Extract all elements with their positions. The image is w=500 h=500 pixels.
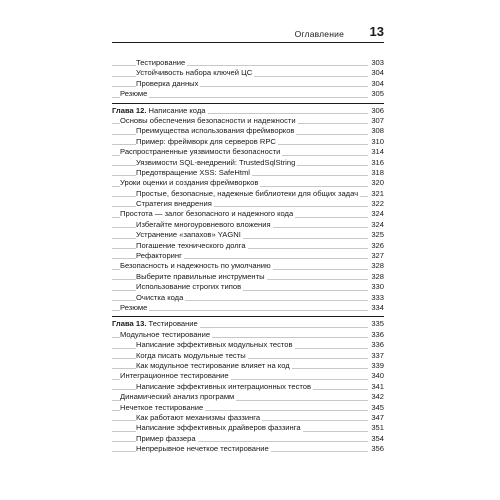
toc-entry[interactable] xyxy=(112,361,384,371)
toc-entry-page: 320 xyxy=(371,178,384,188)
toc-entry[interactable] xyxy=(112,126,384,136)
table-of-contents xyxy=(112,58,384,454)
toc-entry[interactable] xyxy=(112,413,384,423)
toc-entry-page: 326 xyxy=(371,240,384,250)
toc-entry-title: Пример: фреймворк для серверов RPC xyxy=(136,136,276,146)
toc-entry-page: 335 xyxy=(371,319,384,329)
toc-entry[interactable] xyxy=(112,230,384,240)
toc-entry-page: 318 xyxy=(371,167,384,177)
chapter-title: Тестирование xyxy=(146,319,198,329)
toc-entry[interactable] xyxy=(112,68,384,78)
dot-leader xyxy=(112,97,368,98)
toc-entry-title: Как работают механизмы фаззинга xyxy=(136,412,261,422)
toc-entry-page: 356 xyxy=(371,444,384,454)
toc-entry-title: Основы обеспечения безопасности и надежности xyxy=(120,115,296,125)
toc-entry[interactable] xyxy=(112,178,384,188)
toc-entry-page: 339 xyxy=(371,360,384,370)
toc-entry-page: 324 xyxy=(371,209,384,219)
toc-entry[interactable] xyxy=(112,434,384,444)
toc-entry-title: Использование строгих типов xyxy=(136,282,242,292)
toc-entry-page: 328 xyxy=(371,271,384,281)
toc-entry-page: 314 xyxy=(371,147,384,157)
chapter-label: Глава 13. xyxy=(112,319,147,329)
toc-entry-title: Уроки оценки и создания фреймворков xyxy=(120,178,259,188)
toc-entry[interactable] xyxy=(112,116,384,126)
toc-entry-title: Модульное тестирование xyxy=(120,329,211,339)
toc-entry-title: Написание эффективных драйверов фаззинга xyxy=(136,423,301,433)
toc-entry-title: Преимущества использования фреймворков xyxy=(136,126,295,136)
toc-entry-page: 308 xyxy=(371,126,384,136)
toc-entry[interactable] xyxy=(112,319,384,329)
toc-entry-page: 327 xyxy=(371,251,384,261)
chapter-label: Глава 12. xyxy=(112,105,147,115)
toc-entry-page: 334 xyxy=(371,302,384,312)
toc-entry-title: Погашение технического долга xyxy=(136,240,246,250)
toc-entry-page: 336 xyxy=(371,329,384,339)
toc-entry-title: Как модульное тестирование влияет на код xyxy=(136,360,290,370)
toc-entry-page: 333 xyxy=(371,292,384,302)
toc-entry-title: Выберите правильные инструменты xyxy=(136,271,265,281)
toc-entry[interactable] xyxy=(112,293,384,303)
toc-entry[interactable] xyxy=(112,351,384,361)
toc-entry-page: 303 xyxy=(371,58,384,67)
toc-entry-page: 330 xyxy=(371,282,384,292)
toc-entry-page: 306 xyxy=(371,105,384,115)
toc-entry-page: 304 xyxy=(371,68,384,78)
toc-entry[interactable] xyxy=(112,241,384,251)
toc-entry[interactable] xyxy=(112,79,384,89)
toc-entry[interactable] xyxy=(112,189,384,199)
toc-entry-title: Пример фаззера xyxy=(136,433,196,443)
toc-entry[interactable] xyxy=(112,158,384,168)
toc-entry-page: 336 xyxy=(371,340,384,350)
toc-entry-page: 328 xyxy=(371,261,384,271)
toc-entry[interactable] xyxy=(112,330,384,340)
toc-entry-title: Распространенные уязвимости безопасности xyxy=(120,147,281,157)
toc-entry-page: 325 xyxy=(371,230,384,240)
toc-entry-page: 340 xyxy=(371,371,384,381)
toc-entry[interactable] xyxy=(112,168,384,178)
toc-entry-page: 321 xyxy=(371,188,384,198)
header-page-number: 13 xyxy=(369,24,384,39)
toc-entry[interactable] xyxy=(112,209,384,219)
toc-entry-page: 307 xyxy=(371,115,384,125)
toc-entry[interactable] xyxy=(112,303,384,313)
toc-entry[interactable] xyxy=(112,282,384,292)
toc-entry-title: Интеграционное тестирование xyxy=(120,371,229,381)
toc-entry[interactable] xyxy=(112,199,384,209)
toc-entry-title: Нечеткое тестирование xyxy=(120,402,204,412)
dot-leader xyxy=(112,310,368,311)
toc-entry[interactable] xyxy=(112,444,384,454)
toc-entry-title: Резюме xyxy=(120,89,148,99)
toc-entry-page: 324 xyxy=(371,219,384,229)
toc-entry[interactable] xyxy=(112,403,384,413)
toc-entry[interactable] xyxy=(112,251,384,261)
toc-entry[interactable] xyxy=(112,382,384,392)
toc-entry-page: 310 xyxy=(371,136,384,146)
toc-entry-title: Устойчивость набора ключей ЦС xyxy=(136,68,253,78)
toc-entry-title: Стратегия внедрения xyxy=(136,199,212,209)
toc-entry-title: Избегайте многоуровневого вложения xyxy=(136,219,271,229)
toc-entry-title: Безопасность и надежность по умолчанию xyxy=(120,261,271,271)
header-title: Оглавление xyxy=(294,29,344,39)
toc-entry-page: 322 xyxy=(371,199,384,209)
toc-entry-page: 304 xyxy=(371,78,384,88)
toc-entry-title: Резюме xyxy=(120,302,148,312)
toc-entry[interactable] xyxy=(112,423,384,433)
toc-entry-page: 337 xyxy=(371,350,384,360)
toc-entry-title: Устранение «запахов» YAGNI xyxy=(136,230,241,240)
toc-entry-title: Динамический анализ программ xyxy=(120,392,235,402)
toc-entry[interactable] xyxy=(112,340,384,350)
toc-entry-page: 342 xyxy=(371,392,384,402)
running-header xyxy=(112,22,384,43)
toc-entry-title xyxy=(112,319,200,329)
toc-entry-title: Простота — залог безопасного и надежного кода xyxy=(120,209,294,219)
chapter-title: Написание кода xyxy=(146,105,206,115)
toc-entry[interactable] xyxy=(112,272,384,282)
toc-entry-title: Написание эффективных интеграционных тестов xyxy=(136,381,312,391)
toc-entry-title: Когда писать модульные тесты xyxy=(136,350,246,360)
toc-entry-title: Проверка данных xyxy=(136,78,199,88)
toc-entry-page: 347 xyxy=(371,412,384,422)
toc-entry-title xyxy=(112,106,208,116)
toc-entry-page: 316 xyxy=(371,157,384,167)
toc-entry-title: Простые, безопасные, надежные библиотеки для общих задач xyxy=(136,188,359,198)
toc-entry-title: Рефакторинг xyxy=(136,251,182,261)
toc-entry-title: Непрерывное нечеткое тестирование xyxy=(136,444,269,454)
toc-entry-title: Уязвимости SQL-внедрений: TrustedSqlString xyxy=(136,157,296,167)
toc-entry-page: 341 xyxy=(371,381,384,391)
toc-entry[interactable] xyxy=(112,137,384,147)
toc-entry-page: 305 xyxy=(371,89,384,99)
toc-entry[interactable] xyxy=(112,58,384,68)
toc-entry-page: 345 xyxy=(371,402,384,412)
toc-entry-page: 351 xyxy=(371,423,384,433)
toc-entry[interactable] xyxy=(112,371,384,381)
toc-entry-title: Тестирование xyxy=(136,58,186,67)
toc-entry-title: Очистка кода xyxy=(136,292,184,302)
toc-entry-title: Предотвращение XSS: SafeHtml xyxy=(136,167,250,177)
toc-entry[interactable] xyxy=(112,89,384,99)
toc-entry[interactable] xyxy=(112,106,384,116)
toc-entry[interactable] xyxy=(112,147,384,157)
toc-entry-page: 354 xyxy=(371,433,384,443)
toc-entry[interactable] xyxy=(112,392,384,402)
toc-entry-title: Написание эффективных модульных тестов xyxy=(136,340,293,350)
toc-entry[interactable] xyxy=(112,220,384,230)
toc-entry[interactable] xyxy=(112,261,384,271)
